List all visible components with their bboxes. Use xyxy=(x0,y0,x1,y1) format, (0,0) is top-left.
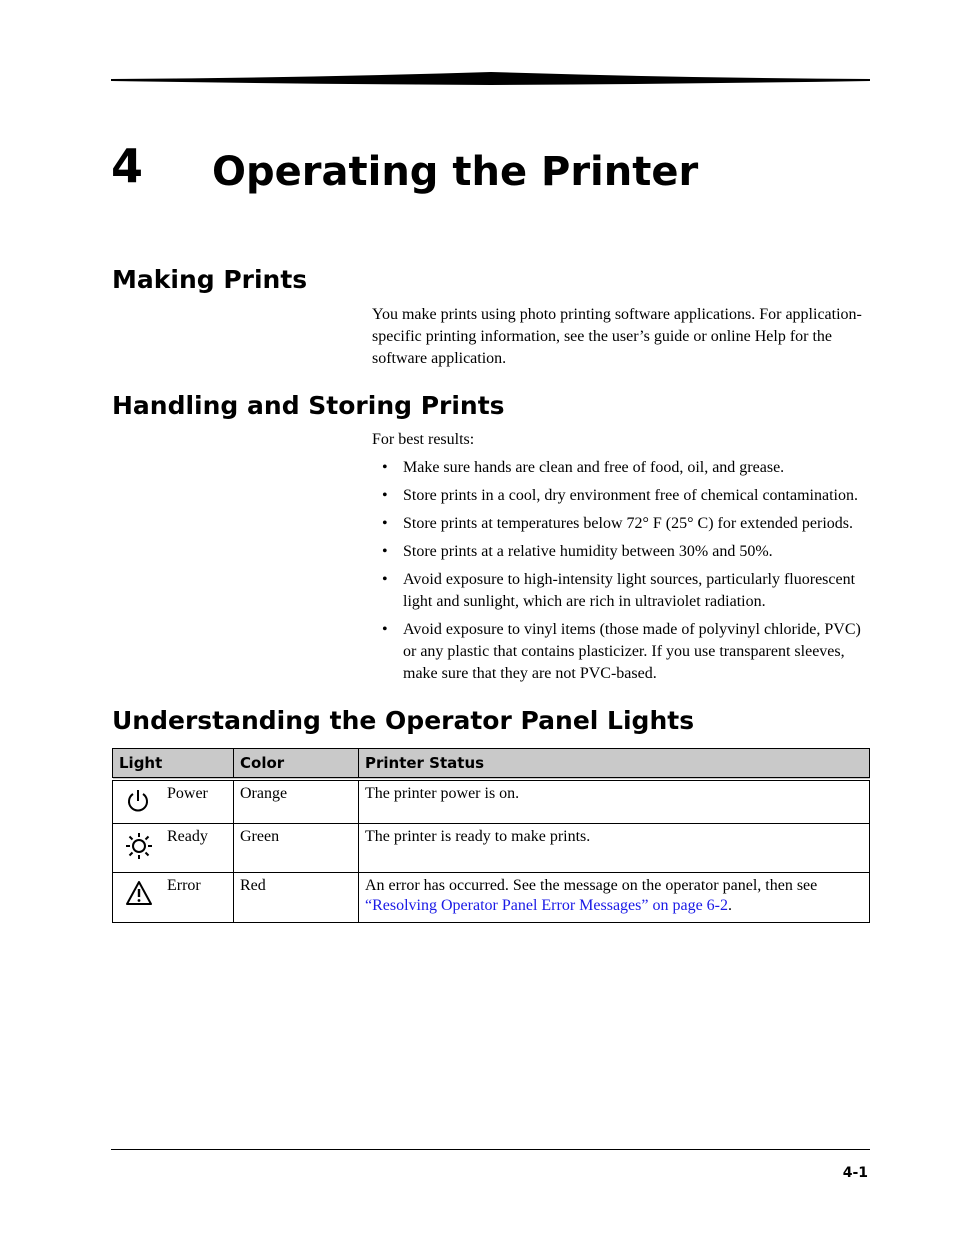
bullet-icon: • xyxy=(382,515,388,532)
status-text: An error has occurred. See the message on the operator panel, then see xyxy=(365,876,818,894)
light-name: Ready xyxy=(167,827,208,845)
making-prints-heading: Making Prints xyxy=(112,265,308,294)
error-messages-link[interactable]: “Resolving Operator Panel Error Messages” on page 6-2 xyxy=(365,896,728,914)
chapter-number: 4 xyxy=(111,139,144,193)
chapter-title: Operating the Printer xyxy=(212,149,699,195)
operator-panel-heading: Understanding the Operator Panel Lights xyxy=(112,706,695,735)
table-row xyxy=(113,823,870,872)
column-header-light: Light xyxy=(113,749,234,780)
status-text-end: . xyxy=(728,896,732,914)
table-row xyxy=(113,779,870,823)
footer-rule xyxy=(111,1149,870,1150)
header-rule xyxy=(111,70,870,86)
handling-intro: For best results: xyxy=(372,431,475,448)
light-color: Orange xyxy=(234,779,359,823)
list-item: • Avoid exposure to vinyl items (those made of polyvinyl chloride, PVC) or any plastic that contains plasticizer. If you use transparent sleeves, make sure that they are not PVC-based. xyxy=(382,621,861,682)
light-color: Green xyxy=(234,823,359,872)
bullet-icon: • xyxy=(382,459,388,476)
light-color: Red xyxy=(234,872,359,922)
printer-status: The printer is ready to make prints. xyxy=(359,823,870,872)
warning-icon xyxy=(125,880,153,906)
light-cell xyxy=(113,779,234,823)
sun-icon xyxy=(125,832,153,860)
list-item: • Make sure hands are clean and free of food, oil, and grease. xyxy=(372,457,870,479)
operator-lights-table xyxy=(112,748,870,923)
list-item: • Avoid exposure to high-intensity light sources, particularly fluorescent light and sunlight, which are rich in ultraviolet radiation. xyxy=(382,571,856,610)
light-name: Power xyxy=(167,785,208,802)
column-header-color: Color xyxy=(234,749,359,780)
page-number: 4-1 xyxy=(842,1165,868,1181)
list-item: • Store prints at temperatures below 72° F (25° C) for extended periods. xyxy=(372,513,870,535)
light-cell xyxy=(113,872,234,922)
bullet-icon: • xyxy=(382,621,388,638)
light-name: Error xyxy=(167,876,201,894)
printer-status xyxy=(359,872,870,922)
table-header-row xyxy=(113,749,870,780)
making-prints-text: You make prints using photo printing software applications. For application-specific printing information, see the user’s guide or online Help for the software application. xyxy=(372,306,862,367)
bullet-icon: • xyxy=(382,571,388,588)
table-row xyxy=(113,872,870,922)
list-item: • Store prints at a relative humidity between 30% and 50%. xyxy=(372,541,870,563)
power-icon xyxy=(125,788,151,814)
list-item: • Store prints in a cool, dry environment free of chemical contamination. xyxy=(372,485,870,507)
handling-heading: Handling and Storing Prints xyxy=(112,391,505,420)
light-cell xyxy=(113,823,234,872)
bullet-icon: • xyxy=(382,543,388,560)
handling-bullet-list xyxy=(372,457,870,691)
column-header-status: Printer Status xyxy=(359,749,870,780)
bullet-icon: • xyxy=(382,487,388,504)
printer-status: The printer power is on. xyxy=(359,779,870,823)
